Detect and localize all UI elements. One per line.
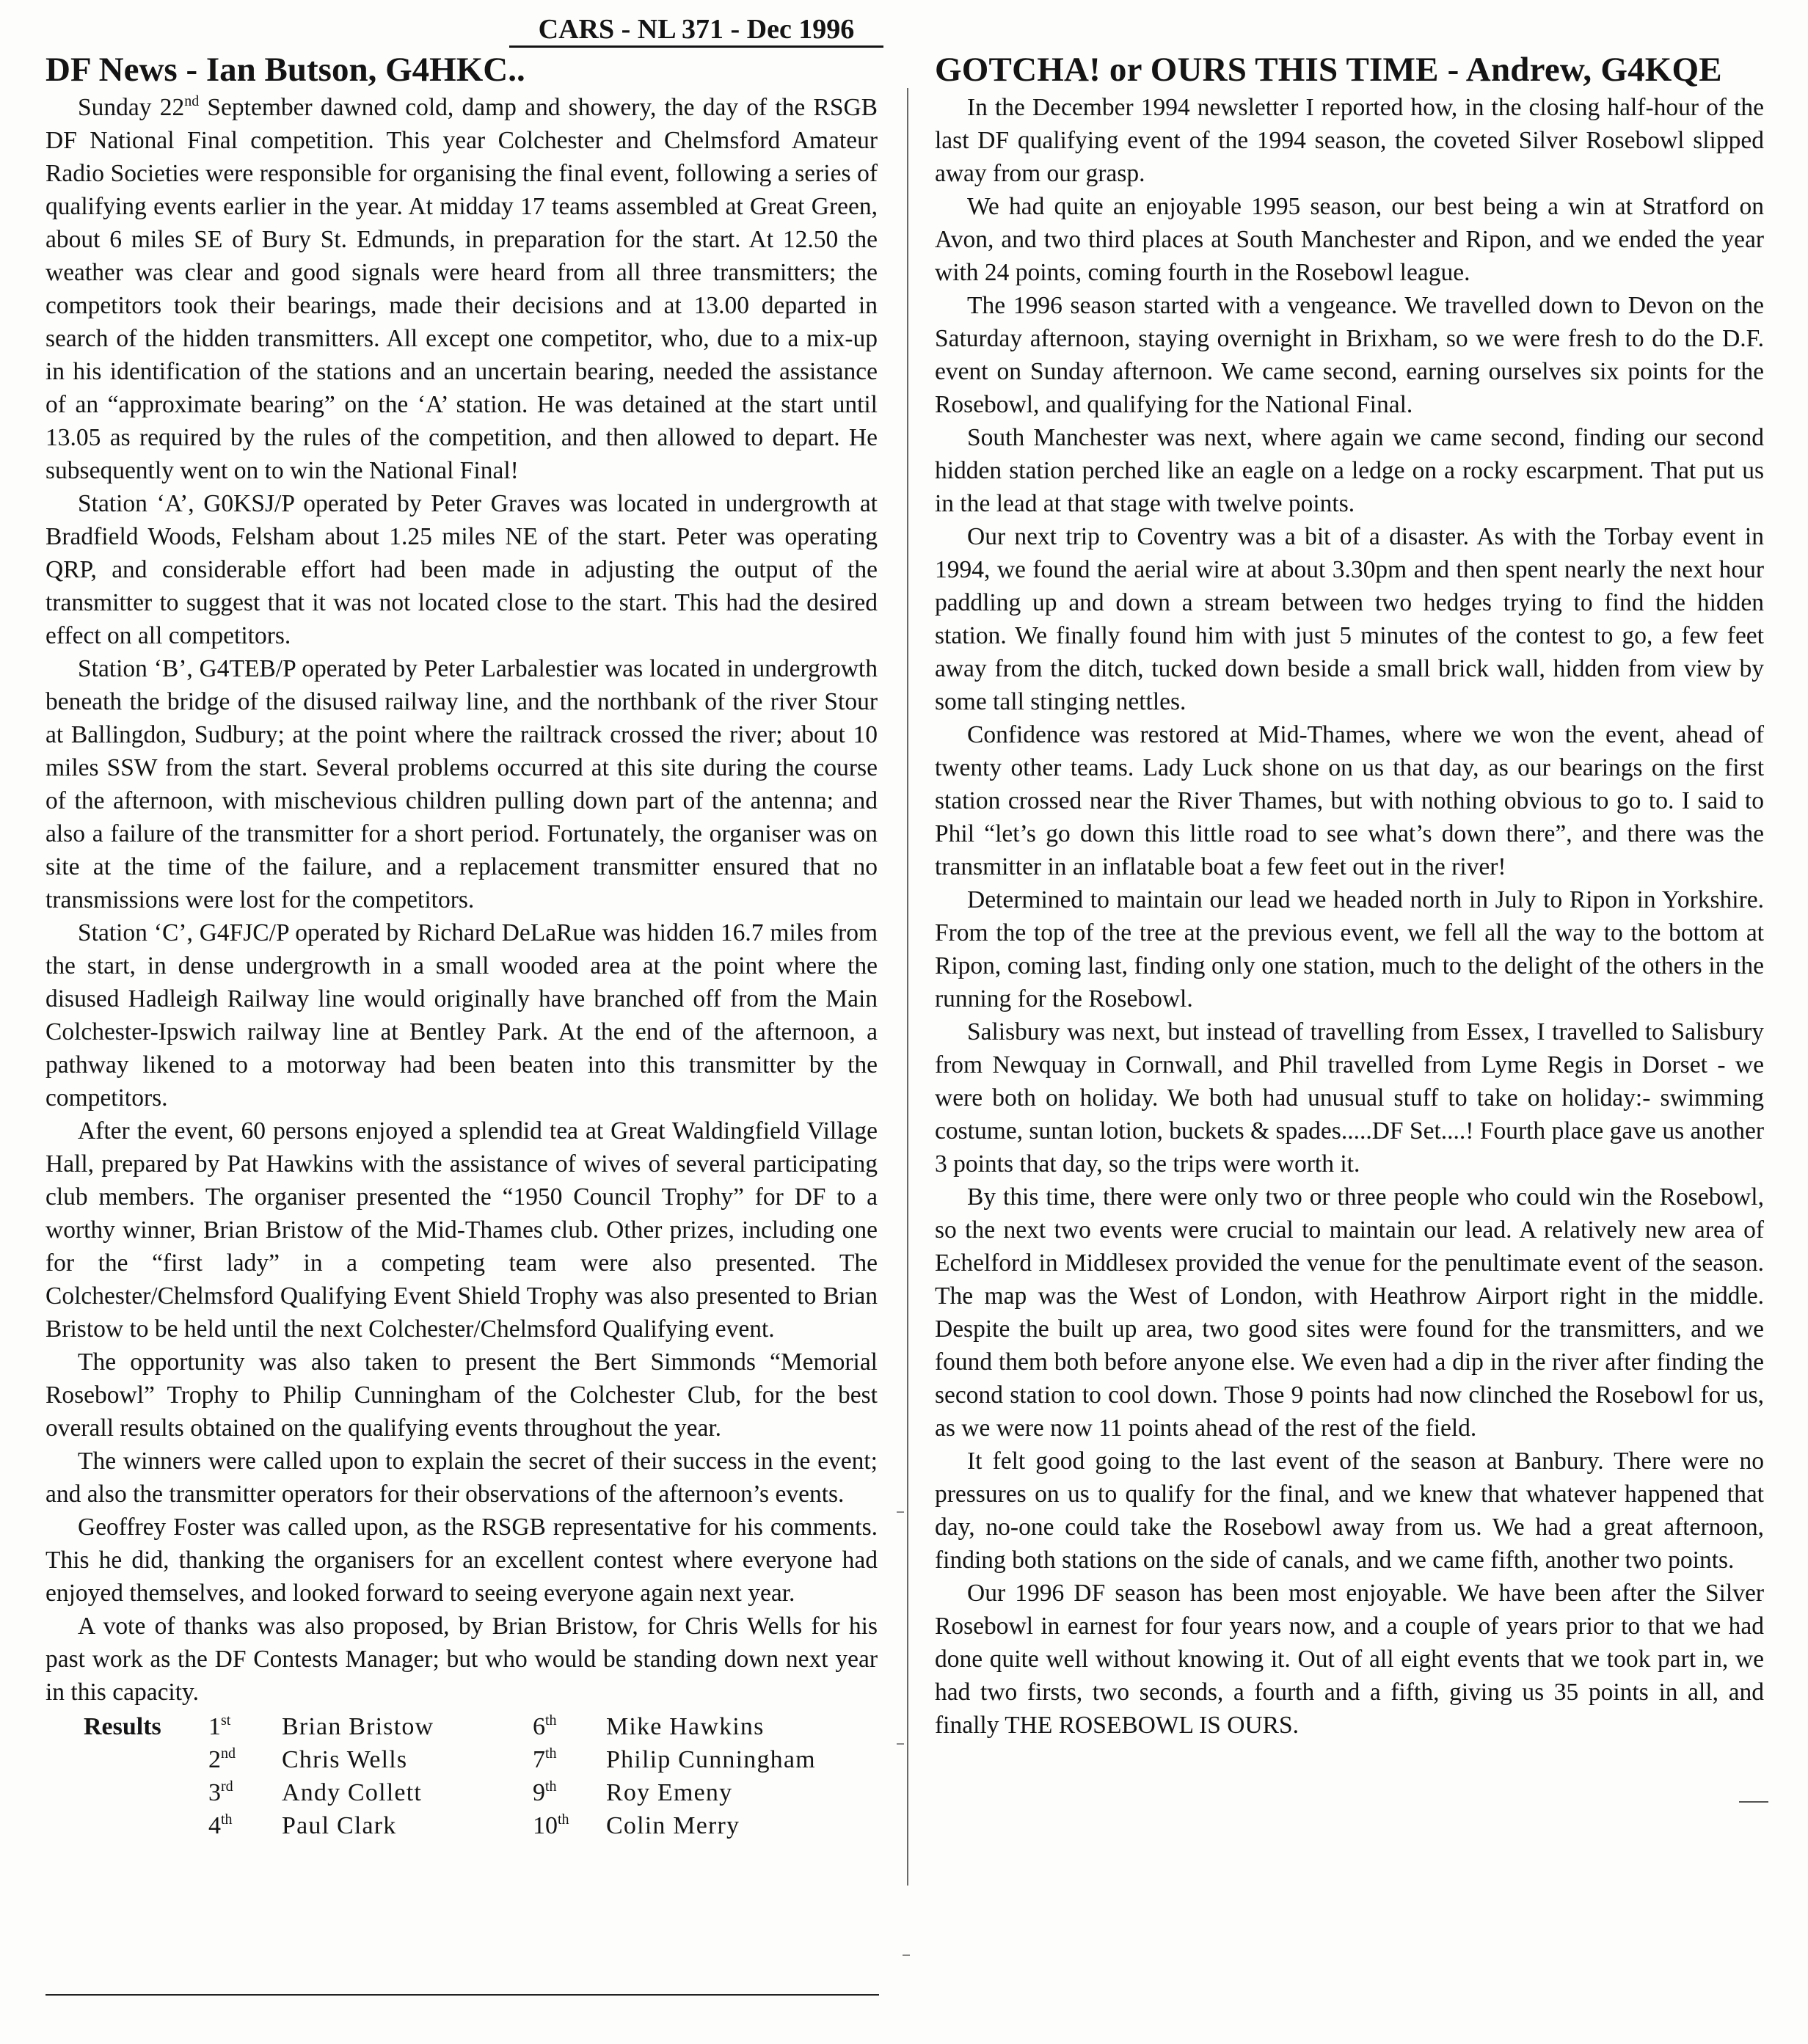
left-article-title: DF News - Ian Butson, G4HKC.. (45, 51, 525, 89)
left-article-end-rule (45, 1994, 879, 1996)
scan-mark (897, 1511, 904, 1513)
scan-mark (897, 1743, 904, 1745)
results-column-first (208, 1710, 434, 1842)
result-row: 7th Philip Cunningham (533, 1745, 816, 1773)
article-paragraph: Station ‘C’, G4FJC/P operated by Richard DeLaRue was hidden 16.7 miles from the start, in dense undergrowth in a small wooded area at the point where the disused Hadleigh Railway line would originally have branched off from the Main Colchester-Ipswich railway line at Bentley Park. At the end of the afternoon, a pathway likened to a motorway had been beaten into this transmitter by the competitors. (45, 919, 878, 1112)
newsletter-masthead: CARS - NL 371 - Dec 1996 (509, 13, 883, 48)
result-row: 10th Colin Merry (533, 1811, 740, 1839)
result-row: 1st Brian Bristow (208, 1712, 434, 1740)
article-paragraph: Confidence was restored at Mid-Thames, where we won the event, ahead of twenty other teams. Lady Luck shone on us that day, as our bearings on the first station crossed near the River Thames, but with nothing obvious to go to. I said to Phil “let’s go down this little road to see what’s down there”, and there was the transmitter in an inflatable boat a few feet out in the river! (935, 721, 1764, 880)
article-paragraph: The winners were called upon to explain the secret of their success in the event; and also the transmitter operators for their observations of the afternoon’s events. (45, 1448, 878, 1508)
article-paragraph: Sunday 22nd September dawned cold, damp and showery, the day of the RSGB DF National Final competition. This year Colchester and Chelmsford Amateur Radio Societies were responsible for organising the final event, following a series of qualifying events earlier in the year. At midday 17 teams assembled at Great Green, about 6 miles SE of Bury St. Edmunds, in preparation for the start. At 12.50 the weather was clear and good signals were heard from all three transmitters; the competitors took their bearings, made their decisions and at 13.00 departed in search of the hidden transmitters. All except one competitor, who, due to a mix-up in his identification of the stations and an uncertain bearing, needed the assistance of an “approximate bearing” on the ‘A’ station. He was detained at the start until 13.05 as required by the rules of the competition, and then allowed to depart. He subsequently went on to win the National Final! (45, 93, 878, 484)
article-paragraph: After the event, 60 persons enjoyed a splendid tea at Great Waldingfield Village Hall, prepared by Pat Hawkins with the assistance of wives of several participating club members. The organiser presented the “1950 Council Trophy” for DF to a worthy winner, Brian Bristow of the Mid-Thames club. Other prizes, including one for the “first lady” in a competing team were also presented. The Colchester/Chelmsford Qualifying Event Shield Trophy was also presented to Brian Bristow to be held until the next Colchester/Chelmsford Qualifying event. (45, 1117, 878, 1343)
results-column-second (533, 1710, 816, 1842)
result-row: 9th Roy Emeny (533, 1778, 733, 1806)
article-paragraph: By this time, there were only two or three people who could win the Rosebowl, so the next two events were crucial to maintain our lead. A relatively new area of Echelford in Middlesex provided the venue for the penultimate event of the season. The map was the West of London, with Heathrow Airport right in the middle. Despite the built up area, two good sites were found for the transmitters, and we found them both before anyone else. We even had a dip in the river after finding the second station to cool down. Those 9 points had now clinched the Rosebowl for us, as we were now 11 points ahead of the rest of the field. (935, 1183, 1764, 1442)
result-row: 3rd Andy Collett (208, 1778, 423, 1806)
article-paragraph: Geoffrey Foster was called upon, as the RSGB representative for his comments. This he did, thanking the organisers for an excellent contest where everyone had enjoyed themselves, and looked forward to seeing everyone again next year. (45, 1514, 878, 1607)
scan-mark (903, 1954, 910, 1956)
article-paragraph: Determined to maintain our lead we headed north in July to Ripon in Yorkshire. From the top of the tree at the previous event, we fell all the way to the bottom at Ripon, coming last, finding only one station, much to the delight of the others in the running for the Rosebowl. (935, 886, 1764, 1012)
results-label: Results (84, 1713, 161, 1740)
column-divider (907, 88, 908, 1886)
right-column (935, 50, 1764, 1742)
article-paragraph: It felt good going to the last event of the season at Banbury. There were no pressures on us to qualify for the final, and we knew that whatever happened that day, no-one could take the Rosebowl away from us. We had a great afternoon, finding both stations on the side of canals, and we came fifth, another two points. (935, 1448, 1764, 1574)
right-article-end-rule (1739, 1801, 1768, 1803)
article-paragraph: We had quite an enjoyable 1995 season, our best being a win at Stratford on Avon, and two third places at South Manchester and Ripon, and we ended the year with 24 points, coming fourth in the Rosebowl league. (935, 193, 1764, 286)
left-column (45, 50, 878, 1850)
article-paragraph: In the December 1994 newsletter I reported how, in the closing half-hour of the last DF qualifying event of the 1994 season, the coveted Silver Rosebowl slipped away from our grasp. (935, 94, 1764, 187)
article-paragraph: Our next trip to Coventry was a bit of a disaster. As with the Torbay event in 1994, we found the aerial wire at about 3.30pm and then spent nearly the next hour paddling up and down a stream between two hedges trying to find the hidden station. We finally found him with just 5 minutes of the contest to go, a few feet away from the ditch, tucked down beside a small brick wall, hidden from view by some tall stinging nettles. (935, 523, 1764, 715)
result-row: 2nd Chris Wells (208, 1745, 408, 1773)
article-paragraph: The opportunity was also taken to present the Bert Simmonds “Memorial Rosebowl” Trophy to Philip Cunningham of the Colchester Club, for the best overall results obtained on the qualifying events throughout the year. (45, 1348, 878, 1442)
article-paragraph: Salisbury was next, but instead of travelling from Essex, I travelled to Salisbury from Newquay in Cornwall, and Phil travelled from Lyme Regis in Dorset - we were both on holiday. We both had unusual stuff to take on holiday:- swimming costume, suntan lotion, buckets & spades.....DF Set....! Fourth place gave us another 3 points that day, so the trips were worth it. (935, 1018, 1764, 1178)
article-paragraph: The 1996 season started with a vengeance. We travelled down to Devon on the Saturday afternoon, staying overnight in Brixham, so we were fresh to do the D.F. event on Sunday afternoon. We came second, earning ourselves six points for the Rosebowl, and qualifying for the National Final. (935, 292, 1764, 418)
result-row: 4th Paul Clark (208, 1811, 397, 1839)
article-paragraph: Station ‘B’, G4TEB/P operated by Peter Larbalestier was located in undergrowth beneath the bridge of the disused railway line, and the northbank of the river Stour at Ballingdon, Sudbury; at the point where the railtrack crossed the river; about 10 miles SSW from the start. Several problems occurred at this site during the course of the afternoon, with mischevious children pulling down part of the antenna; and also a failure of the transmitter for a short period. Fortunately, the organiser was on site at the time of the failure, and a replacement transmitter ensured that no transmissions were lost for the competitors. (45, 655, 878, 913)
result-row: 6th Mike Hawkins (533, 1712, 765, 1740)
article-paragraph: South Manchester was next, where again we came second, finding our second hidden station perched like an eagle on a ledge on a rocky escarpment. That put us in the lead at that stage with twelve points. (935, 424, 1764, 517)
article-paragraph: A vote of thanks was also proposed, by Brian Bristow, for Chris Wells for his past work as the DF Contests Manager; but who would be standing down next year in this capacity. (45, 1613, 878, 1706)
article-paragraph: Station ‘A’, G0KSJ/P operated by Peter Graves was located in undergrowth at Bradfield Woods, Felsham about 1.25 miles NE of the start. Peter was operating QRP, and considerable effort had been made in adjusting the output of the transmitter to suggest that it was not located close to the start. This had the desired effect on all competitors. (45, 490, 878, 649)
results-table (45, 1710, 878, 1850)
article-paragraph: Our 1996 DF season has been most enjoyable. We have been after the Silver Rosebowl in earnest for four years now, and a couple of years prior to that we had done quite well without knowing it. Out of all eight events that we took part in, we had two firsts, two seconds, a fourth and a fifth, giving us 35 points in all, and finally THE ROSEBOWL IS OURS. (935, 1580, 1764, 1739)
right-article-title: GOTCHA! or OURS THIS TIME - Andrew, G4KQE (935, 51, 1722, 89)
